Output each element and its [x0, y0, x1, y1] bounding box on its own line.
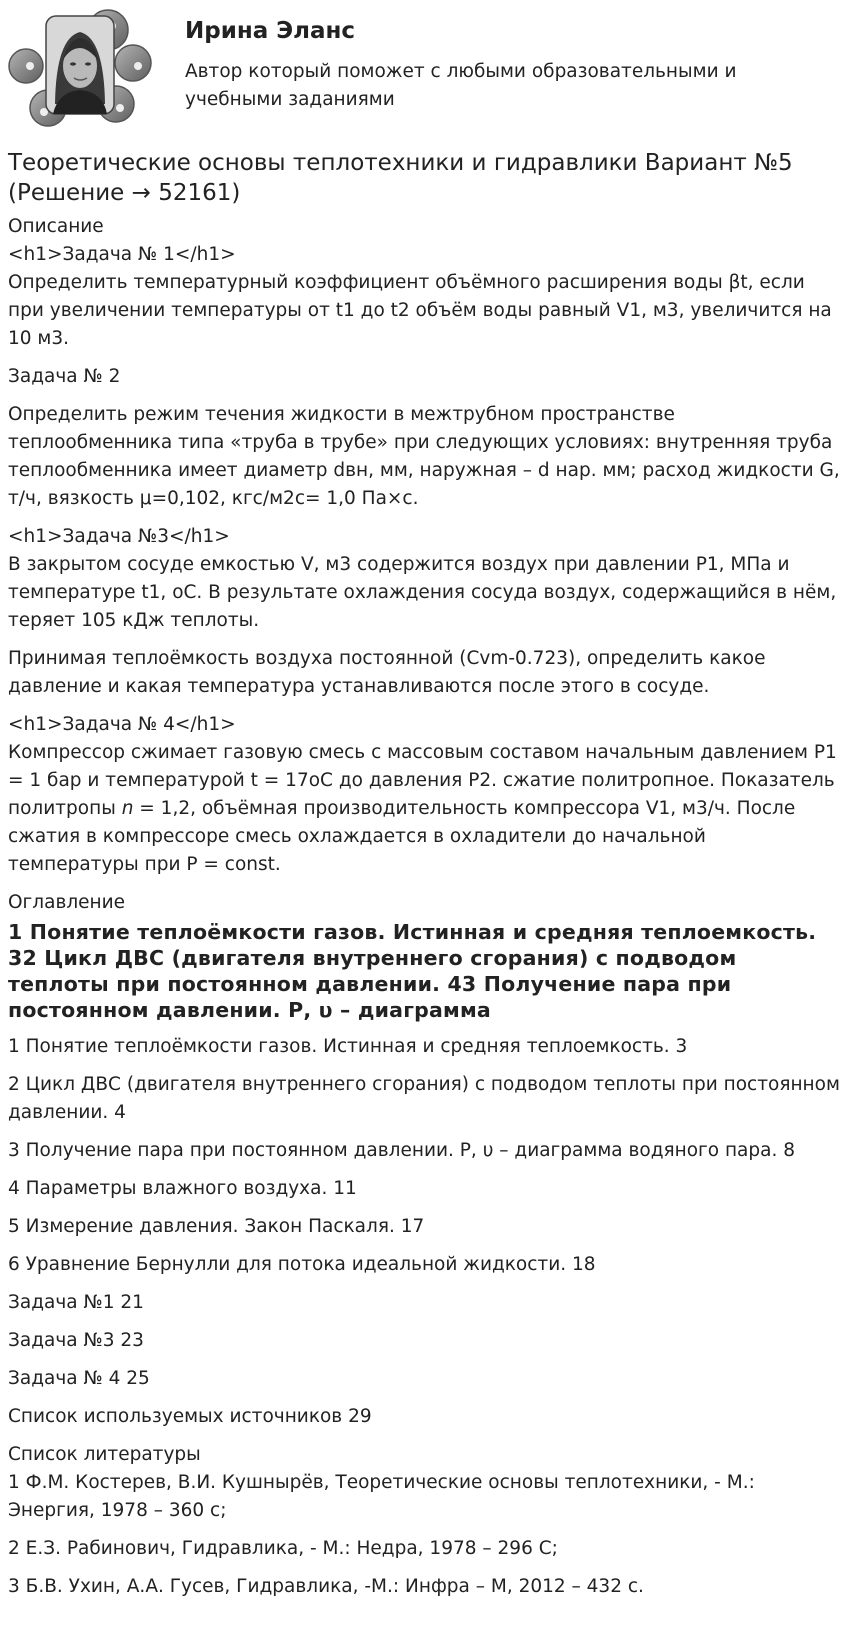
author-description: Автор который поможет с любыми образовательными и учебными заданиями [185, 61, 737, 110]
task-4-paragraph [8, 711, 840, 879]
task-3-text: В закрытом сосуде емкостью V, м3 содержится воздух при давлении P1, МПа и температуре t1, оС. В результате охлаждения сосуда воздух, содержащийся в нём, теряет 105 кДж теплоты. [8, 554, 837, 631]
task-1-paragraph [8, 241, 840, 353]
contents-list [8, 1033, 840, 1431]
contents-heading: 1 Понятие теплоёмкости газов. Истинная и средняя теплоемкость. 32 Цикл ДВС (двигателя внутреннего сгорания) с подводом теплоты при постоянном давлении. 43 Получение пара при постоянном давлении. Р, υ – диаграмма [8, 920, 817, 1022]
page-title: Теоретические основы теплотехники и гидравлики Вариант №5 (Решение → 52161) [8, 150, 793, 206]
contents-item: 6 Уравнение Бернулли для потока идеальной жидкости. 18 [8, 1254, 596, 1275]
contents-item: Список используемых источников 29 [8, 1406, 372, 1427]
contents-label: Оглавление [8, 892, 126, 913]
literature-item: 1 Ф.М. Костерев, В.И. Кушнырёв, Теоретические основы теплотехники, - М.: Энергия, 1978 – 360 с; [8, 1472, 755, 1521]
task-3-paragraph [8, 523, 840, 635]
author-avatar[interactable] [8, 8, 158, 128]
task-2-title: Задача № 2 [8, 366, 121, 387]
description-label: Описание [8, 216, 104, 237]
literature-list [8, 1469, 840, 1601]
author-name[interactable]: Ирина Эланс [185, 18, 356, 44]
contents-item: 2 Цикл ДВС (двигателя внутреннего сгорания) с подводом теплоты при постоянном давлении. 4 [8, 1074, 840, 1123]
work-content [8, 148, 840, 1611]
task-2-text: Определить режим течения жидкости в межтрубном пространстве теплообменника типа «труба в трубе» при следующих условиях: внутренняя труба теплообменника имеет диаметр dвн, мм, наружная – d нар. мм; расход жидкости G, т/ч, вязкость μ=0,102, кгс/м2с= 1,0 Па×с. [8, 404, 840, 509]
task-1-raw-heading: <h1>Задача № 1</h1> [8, 244, 236, 265]
contents-item: Задача №1 21 [8, 1292, 144, 1313]
literature-label: Список литературы [8, 1444, 201, 1465]
contents-item: 4 Параметры влажного воздуха. 11 [8, 1178, 357, 1199]
task-4-text-part-2: = 1,2, объёмная производительность компрессора V1, м3/ч. После сжатия в компрессоре смесь охлаждается в охладители до начальной температуры при P = const. [8, 798, 796, 875]
task-1-text: Определить температурный коэффициент объёмного расширения воды βt, если при увеличении температуры от t1 до t2 объём воды равный V1, м3, увеличится на 10 м3. [8, 272, 832, 349]
task-4-raw-heading: <h1>Задача № 4</h1> [8, 714, 236, 735]
literature-item: 3 Б.В. Ухин, А.А. Гусев, Гидравлика, -М.: Инфра – М, 2012 – 432 с. [8, 1576, 644, 1597]
task-4-text-part-1: Компрессор сжимает газовую смесь с массовым составом начальным давлением Р1 = 1 бар и температурой t = 17оС до давления Р2. сжатие политропное. Показатель политропы [8, 742, 837, 819]
literature-item: 2 Е.З. Рабинович, Гидравлика, - М.: Недра, 1978 – 296 С; [8, 1538, 558, 1559]
task-3-text-2: Принимая теплоёмкость воздуха постоянной (Cvm-0.723), определить какое давление и какая температура устанавливаются после этого в сосуде. [8, 648, 766, 697]
contents-item: Задача № 4 25 [8, 1368, 150, 1389]
contents-item: Задача №3 23 [8, 1330, 144, 1351]
task-4-n-symbol: n [121, 798, 134, 819]
contents-item: 5 Измерение давления. Закон Паскаля. 17 [8, 1216, 425, 1237]
contents-item: 3 Получение пара при постоянном давлении. Р, υ – диаграмма водяного пара. 8 [8, 1140, 796, 1161]
contents-item: 1 Понятие теплоёмкости газов. Истинная и средняя теплоемкость. 3 [8, 1036, 688, 1057]
author-block [8, 8, 838, 128]
task-3-raw-heading: <h1>Задача №3</h1> [8, 526, 230, 547]
